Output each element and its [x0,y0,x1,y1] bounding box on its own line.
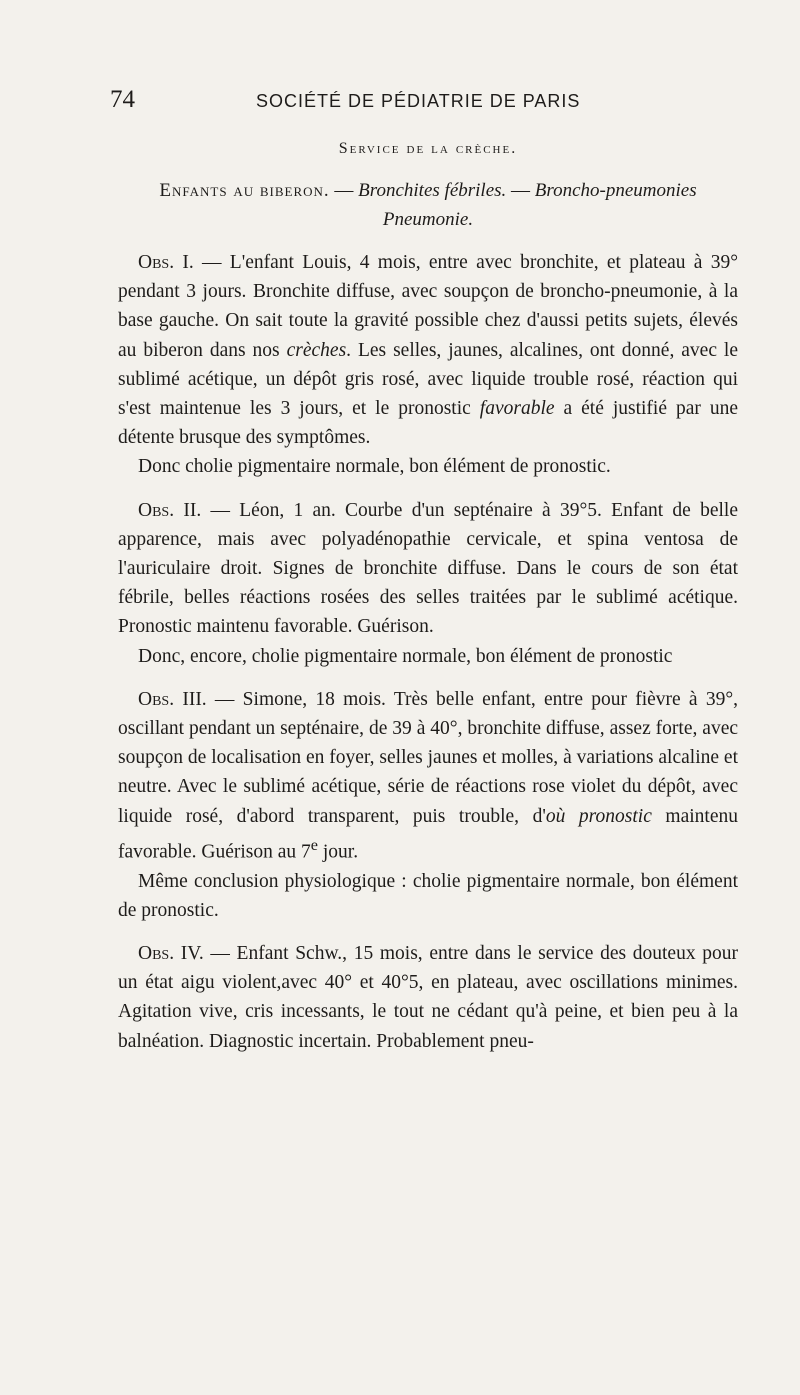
observation-3 [118,685,738,867]
obs-text: — Simone, 18 mois. Très belle enfant, entre pour fièvre à 39°, oscillant pendant un septénaire, de 39 à 40°, bronchite diffuse, assez forte, avec soupçon de localisation en foyer, selles jaunes et molles, à variations alcaline et neutre. Avec le sublimé acétique, série de réactions rose violet du dépôt, avec liquide rosé, d'abord transparent, puis trouble, d' [118,688,739,827]
obs-text: — L'enfant Louis, 4 mois, entre avec bronchite, et plateau à 39° pendant 3 jours. Bronchite diffuse, avec soupçon de broncho-pneumonie, à la base gauche. On sait toute la gravité possible chez d'aussi petits sujets, élevés au biberon dans nos [118,252,739,361]
observation-2-conclusion: Donc, encore, cholie pigmentaire normale, bon élément de pronostic [138,645,673,667]
observation-1 [118,248,738,452]
obs-italic: favorable [479,398,555,420]
section-title: Service de la crèche. [338,140,518,157]
obs-italic: crèches [286,339,347,361]
section-subtitle [118,176,738,234]
obs-label: Obs. IV. [138,942,204,964]
subtitle-dash: — [506,180,535,201]
obs-text: — Enfant Schw., 15 mois, entre dans le service des douteux pour un état aigu violent,avec 40° et 40°5, en plateau, avec oscillations minimes. Agitation vive, cris incessants, le tout ne cédant qu'à peine, et bien peu à la balnéation. Diagnostic incertain. Probablement pneu- [118,942,738,1052]
page-number: 74 [110,86,135,113]
obs-superscript: e [310,835,318,854]
subtitle-lead: Enfants au biberon. [159,180,330,201]
page-body [118,140,738,1056]
observation-2 [118,496,738,642]
page-header [110,86,690,118]
obs-label: Obs. III. [138,688,207,710]
subtitle-topic-pneumonie: Pneumonie. [382,209,474,230]
obs-text: maintenu favorable. Guérison au 7 [118,805,738,863]
observation-3-conclusion: Même conclusion physiologique : cholie pigmentaire normale, bon élément de pronostic. [118,870,738,921]
obs-text: a été justifié par une détente brusque des symptômes. [118,398,738,449]
obs-text: — Léon, 1 an. Courbe d'un septénaire à 39°5. Enfant de belle apparence, mais avec polyadénopathie cervicale, et spina ventosa de l'auriculaire droit. Signes de bronchite diffuse. Dans le cours de son état fébrile, belles réactions rosées des selles traitées par le sublimé acétique. Pronostic maintenu favorable. Guérison. [118,499,738,638]
running-title: SOCIÉTÉ DE PÉDIATRIE DE PARIS [256,91,581,111]
subtitle-topic-broncho-pneumonies: Broncho-pneumonies [534,180,697,201]
observation-1-conclusion: Donc cholie pigmentaire normale, bon élément de pronostic. [138,456,611,478]
obs-italic: où pronostic [545,805,652,827]
subtitle-topic-bronchites: Bronchites fébriles. [358,180,507,201]
obs-label: Obs. II. [138,499,202,521]
obs-text: . Les selles, jaunes, alcalines, ont donné, avec le sublimé acétique, un dépôt gris rosé, avec liquide trouble rosé, réaction qui s'est maintenue les 3 jours, et le pronostic [118,339,738,420]
obs-text: jour. [317,841,359,863]
observation-4 [118,939,738,1056]
obs-label: Obs. I. [138,252,194,273]
subtitle-dash: — [329,180,359,201]
